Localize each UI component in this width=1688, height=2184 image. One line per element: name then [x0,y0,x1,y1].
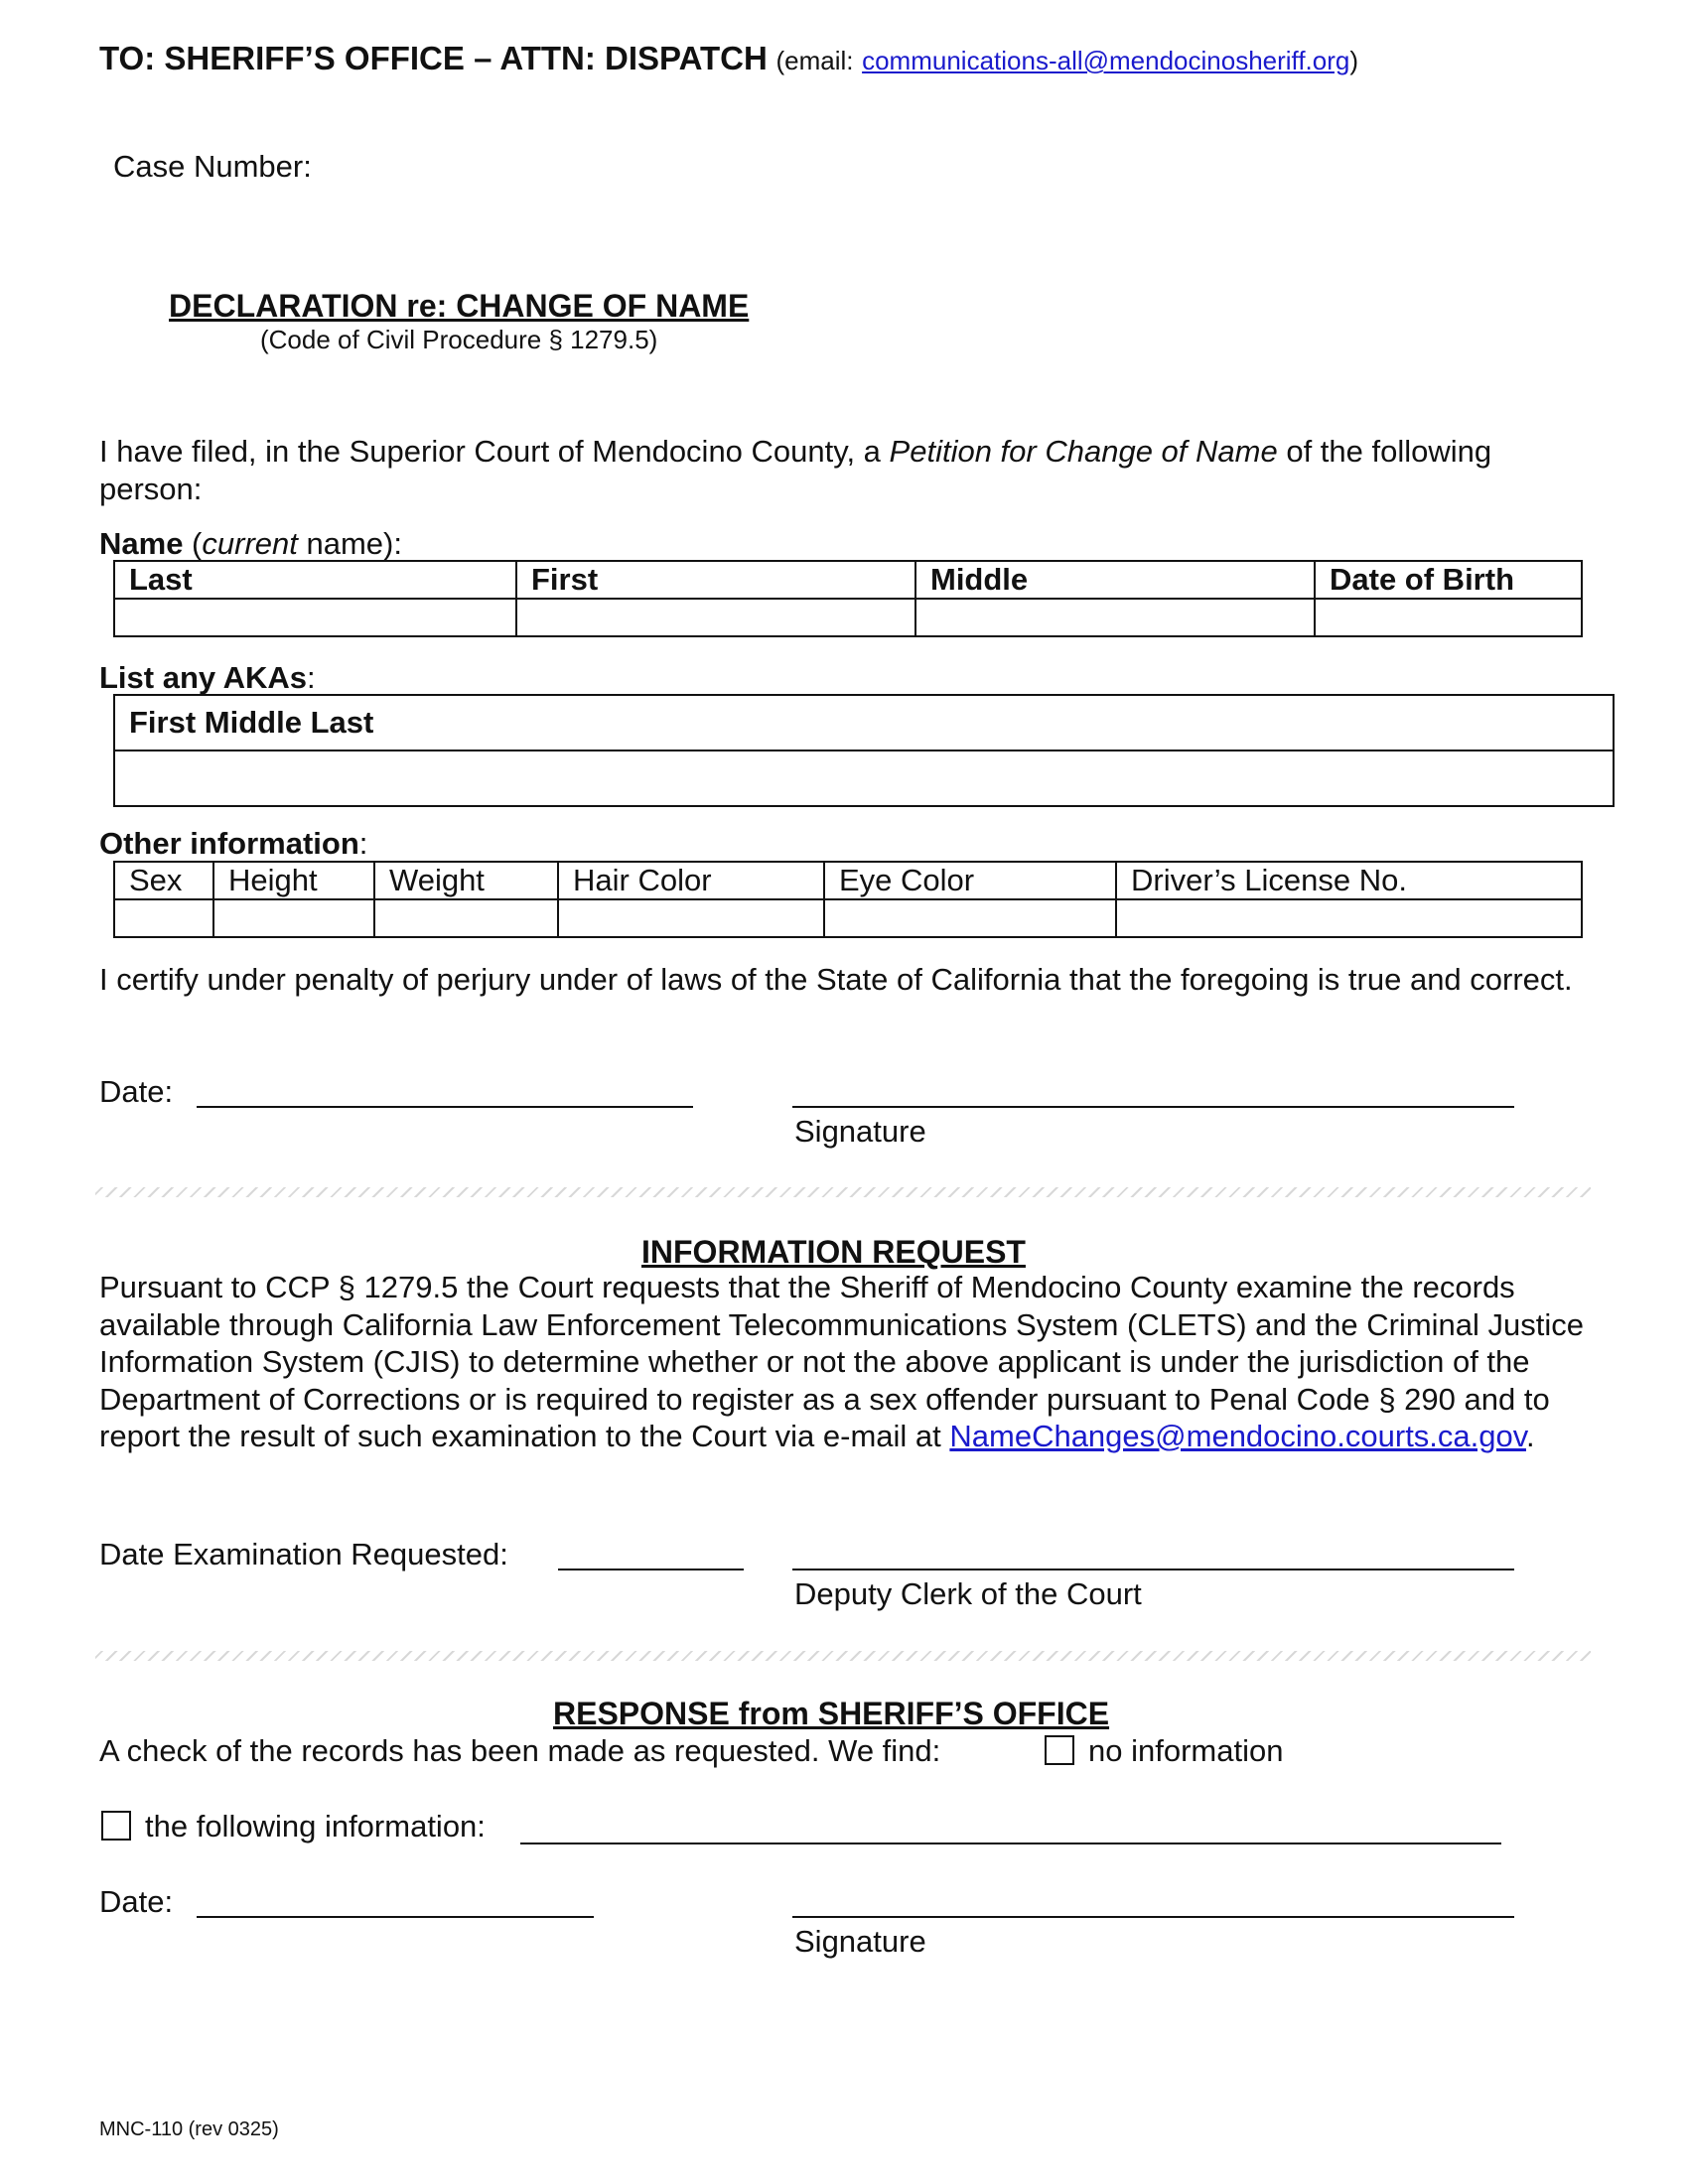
other-info-table [113,861,1583,938]
other-header-height: Height [213,862,374,899]
name-cell-first[interactable] [516,599,915,636]
name-header-dob: Date of Birth [1315,561,1582,599]
form-id: MNC-110 (rev 0325) [99,2118,279,2140]
response-title: RESPONSE from SHERIFF’S OFFICE [553,1696,1110,1731]
aka-cell[interactable] [114,751,1614,806]
name-cell-last[interactable] [114,599,516,636]
aka-label-bold: List any AKAs [99,660,308,695]
section-divider [95,1651,1591,1661]
other-label-colon: : [358,826,368,861]
other-cell-weight[interactable] [374,899,558,937]
email-prefix: (email: [775,46,854,75]
intro-italic: Petition for Change of Name [889,434,1278,469]
declaration-title: DECLARATION re: CHANGE OF NAME [169,288,750,324]
declaration-date-label: Date: [99,1074,174,1109]
declaration-signature-label: Signature [794,1114,926,1149]
case-number-label: Case Number: [113,149,312,184]
other-info-label [99,826,367,862]
response-signature-line[interactable] [792,1916,1514,1918]
declaration-intro [99,433,1529,508]
info-request-end: . [1525,1419,1535,1453]
declaration-date-line[interactable] [197,1106,693,1108]
following-information-checkbox[interactable] [101,1811,131,1841]
no-information-checkbox[interactable] [1045,1735,1074,1765]
email-suffix: ) [1349,46,1359,75]
response-date-line[interactable] [197,1916,594,1918]
sheriff-email-link[interactable]: communications-all@mendocinosheriff.org [862,46,1350,75]
name-header-last: Last [114,561,516,599]
other-header-hair: Hair Color [558,862,824,899]
declaration-subtitle: (Code of Civil Procedure § 1279.5) [260,325,658,354]
other-cell-height[interactable] [213,899,374,937]
date-exam-line[interactable] [558,1569,744,1570]
name-label-rest: name): [297,526,402,561]
clerk-signature-line[interactable] [792,1569,1514,1570]
response-date-label: Date: [99,1884,174,1919]
no-information-label: no information [1088,1733,1284,1768]
name-cell-dob[interactable] [1315,599,1582,636]
response-signature-label: Signature [794,1924,926,1959]
aka-label [99,660,316,696]
intro-after: of the following person: [99,434,1492,506]
info-request-body [99,1269,1599,1455]
following-information-line[interactable] [520,1843,1501,1844]
other-label-bold: Other information [99,826,359,861]
other-header-eye: Eye Color [824,862,1116,899]
name-label-italic: current [202,526,298,561]
section-divider [95,1187,1591,1197]
other-cell-sex[interactable] [114,899,213,937]
response-check-text: A check of the records has been made as requested. We find: [99,1733,941,1768]
name-label [99,526,402,562]
other-header-sex: Sex [114,862,213,899]
to-line: TO: SHERIFF’S OFFICE – ATTN: DISPATCH [99,40,768,76]
aka-label-colon: : [307,660,316,695]
court-email-link[interactable]: NameChanges@mendocino.courts.ca.gov [949,1419,1526,1453]
info-request-text: Pursuant to CCP § 1279.5 the Court requests that the Sheriff of Mendocino County examine the records available through California Law Enforcement Telecommunications System (CLETS) and the Criminal Justice Information System (CJIS) to determine whether or not the above applicant is under the jurisdiction of the Department of Corrections or is required to register as a sex offender pursuant to Penal Code § 290 and to report the result of such examination to the Court via e-mail at [99,1270,1584,1453]
other-cell-license[interactable] [1116,899,1582,937]
name-table [113,560,1583,637]
info-request-title: INFORMATION REQUEST [641,1234,1026,1270]
name-header-first: First [516,561,915,599]
following-information-label: the following information: [145,1809,486,1843]
name-label-open: ( [183,526,203,561]
other-header-weight: Weight [374,862,558,899]
other-header-license: Driver’s License No. [1116,862,1582,899]
date-exam-label: Date Examination Requested: [99,1537,508,1571]
other-cell-hair[interactable] [558,899,824,937]
certify-text: I certify under penalty of perjury under of laws of the State of California that the foregoing is true and correct. [99,962,1573,997]
other-cell-eye[interactable] [824,899,1116,937]
name-label-bold: Name [99,526,184,561]
name-cell-middle[interactable] [915,599,1315,636]
aka-table [113,694,1615,807]
name-header-middle: Middle [915,561,1315,599]
intro-before: I have filed, in the Superior Court of Mendocino County, a [99,434,890,469]
declaration-signature-line[interactable] [792,1106,1514,1108]
header-line [99,40,1358,77]
clerk-label: Deputy Clerk of the Court [794,1576,1142,1611]
aka-header: First Middle Last [114,695,1614,751]
